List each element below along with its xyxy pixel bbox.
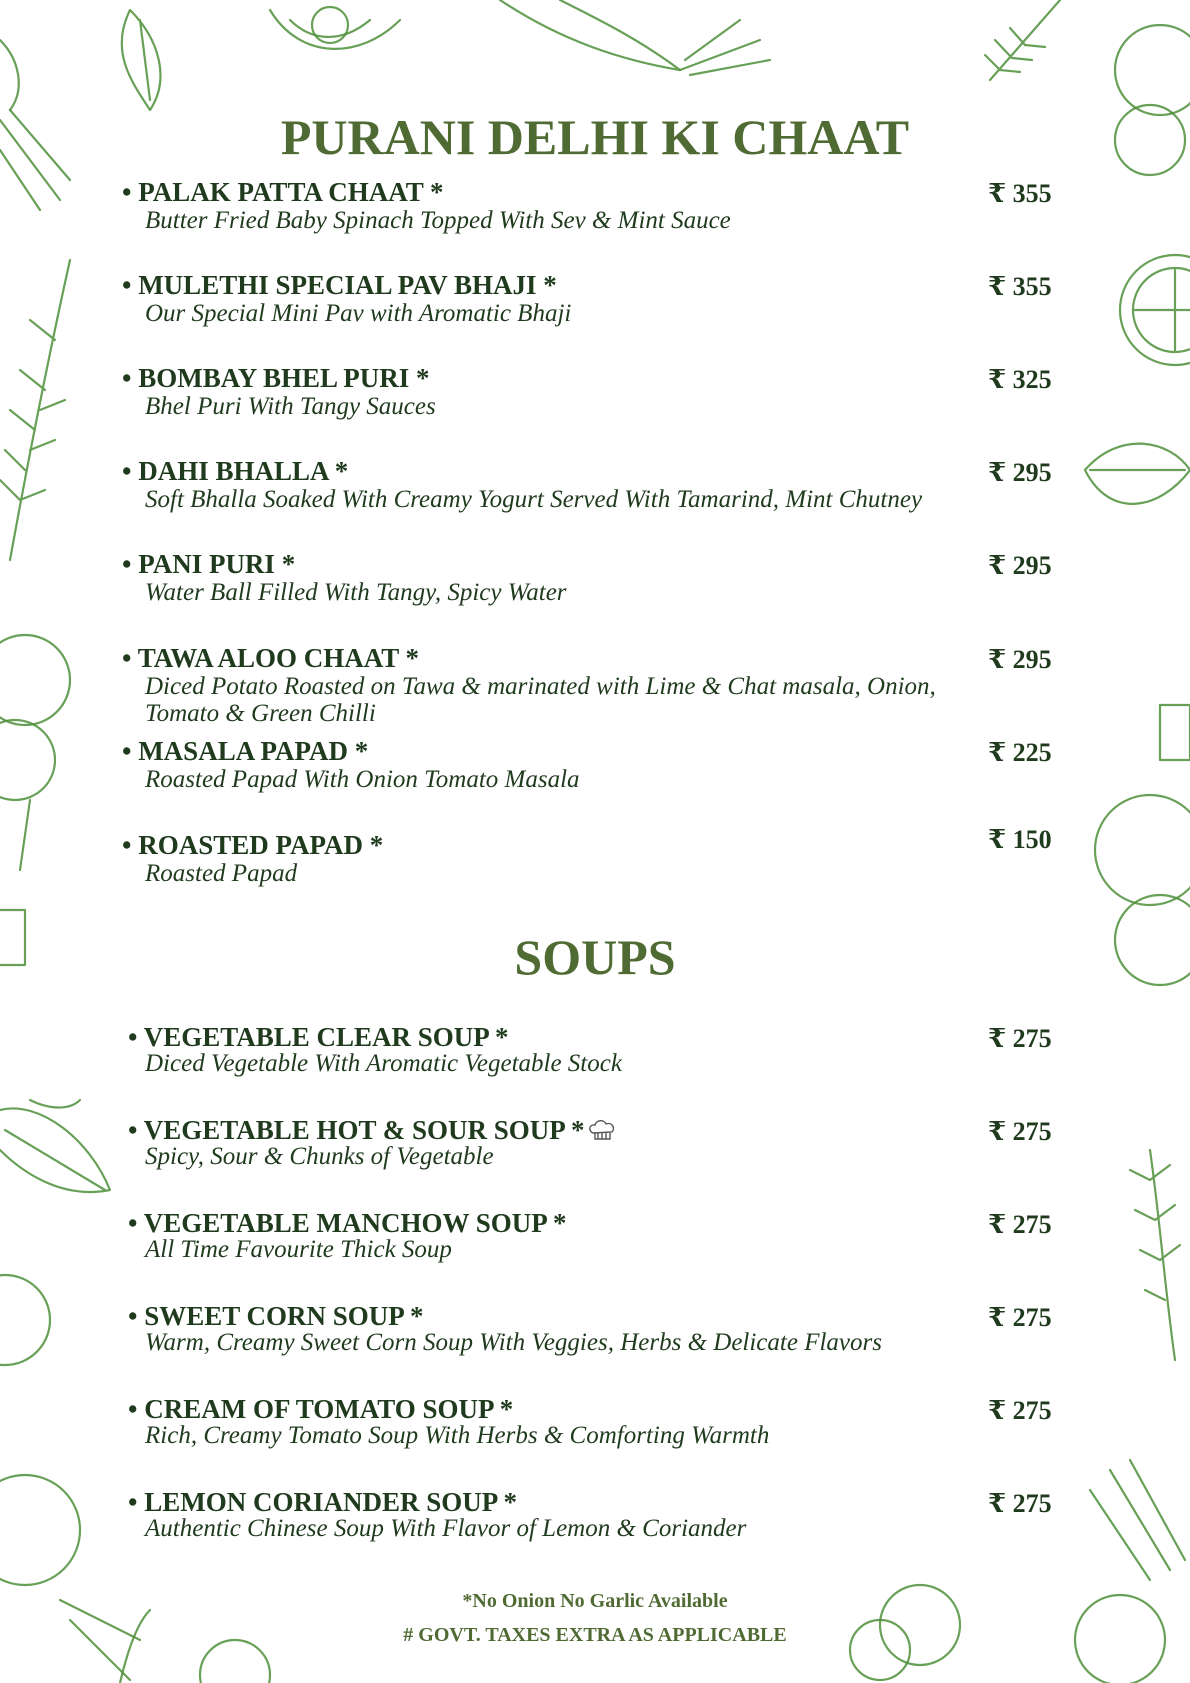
menu-item xyxy=(122,736,1062,816)
item-description: Diced Potato Roasted on Tawa & marinated with Lime & Chat masala, Onion, Tomato & Green Chilli xyxy=(145,673,936,727)
item-name: • BOMBAY BHEL PURI * xyxy=(122,363,430,393)
item-price: ₹ 150 xyxy=(988,825,1052,854)
item-price: ₹ 325 xyxy=(988,365,1052,394)
item-name: • PALAK PATTA CHAAT * xyxy=(122,177,444,207)
item-description: Diced Vegetable With Aromatic Vegetable Stock xyxy=(145,1050,622,1077)
item-name: • VEGETABLE CLEAR SOUP * xyxy=(128,1022,509,1052)
item-description: Bhel Puri With Tangy Sauces xyxy=(145,393,436,420)
item-price: ₹ 275 xyxy=(988,1396,1052,1425)
footer-note-no-onion-garlic: *No Onion No Garlic Available xyxy=(462,1590,728,1612)
item-price: ₹ 355 xyxy=(988,179,1052,208)
item-price: ₹ 275 xyxy=(988,1024,1052,1053)
menu-item xyxy=(128,1301,1068,1381)
menu-item xyxy=(128,1115,1068,1195)
item-name: • MASALA PAPAD * xyxy=(122,736,369,766)
item-name: • SWEET CORN SOUP * xyxy=(128,1301,424,1331)
item-name-text: • VEGETABLE HOT & SOUR SOUP * xyxy=(128,1115,585,1145)
menu-item xyxy=(128,1022,1068,1102)
item-name: • ROASTED PAPAD * xyxy=(122,830,384,860)
menu-item xyxy=(122,825,1062,910)
item-description: Authentic Chinese Soup With Flavor of Lemon & Coriander xyxy=(145,1515,747,1542)
item-description: Butter Fried Baby Spinach Topped With Sev & Mint Sauce xyxy=(145,207,731,234)
item-name: • MULETHI SPECIAL PAV BHAJI * xyxy=(122,270,557,300)
section-title-chaat: PURANI DELHI KI CHAAT xyxy=(280,109,910,165)
item-price: ₹ 275 xyxy=(988,1117,1052,1146)
item-description: Warm, Creamy Sweet Corn Soup With Veggies, Herbs & Delicate Flavors xyxy=(145,1329,882,1356)
item-name: • TAWA ALOO CHAAT * xyxy=(122,643,420,673)
item-price: ₹ 295 xyxy=(988,645,1052,674)
item-description: Soft Bhalla Soaked With Creamy Yogurt Served With Tamarind, Mint Chutney xyxy=(145,486,923,513)
section-title-soups: SOUPS xyxy=(514,929,676,985)
menu-item xyxy=(128,1208,1068,1288)
item-description: Spicy, Sour & Chunks of Vegetable xyxy=(145,1143,494,1170)
item-price: ₹ 275 xyxy=(988,1303,1052,1332)
menu-item xyxy=(122,363,1062,443)
item-price: ₹ 295 xyxy=(988,551,1052,580)
item-description: Rich, Creamy Tomato Soup With Herbs & Comforting Warmth xyxy=(145,1422,770,1449)
menu-item xyxy=(122,549,1062,629)
footer-note-taxes: # GOVT. TAXES EXTRA AS APPLICABLE xyxy=(403,1624,787,1646)
item-price: ₹ 275 xyxy=(988,1489,1052,1518)
menu-item xyxy=(122,270,1062,350)
menu-item xyxy=(122,177,1062,257)
item-price: ₹ 295 xyxy=(988,458,1052,487)
item-price: ₹ 225 xyxy=(988,738,1052,767)
item-name: • LEMON CORIANDER SOUP * xyxy=(128,1487,517,1517)
item-price: ₹ 355 xyxy=(988,272,1052,301)
item-description: Our Special Mini Pav with Aromatic Bhaji xyxy=(145,300,572,327)
item-description: Roasted Papad xyxy=(145,860,298,887)
item-name: • VEGETABLE MANCHOW SOUP * xyxy=(128,1208,567,1238)
menu-item xyxy=(128,1394,1068,1474)
menu-item xyxy=(122,643,1062,727)
item-name: • DAHI BHALLA * xyxy=(122,456,349,486)
item-description: Roasted Papad With Onion Tomato Masala xyxy=(145,766,580,793)
menu-item xyxy=(128,1487,1068,1567)
item-price: ₹ 275 xyxy=(988,1210,1052,1239)
item-description: All Time Favourite Thick Soup xyxy=(145,1236,452,1263)
item-description: Water Ball Filled With Tangy, Spicy Water xyxy=(145,579,567,606)
item-name: • PANI PURI * xyxy=(122,549,296,579)
menu-item xyxy=(122,456,1062,536)
item-name: • CREAM OF TOMATO SOUP * xyxy=(128,1394,514,1424)
